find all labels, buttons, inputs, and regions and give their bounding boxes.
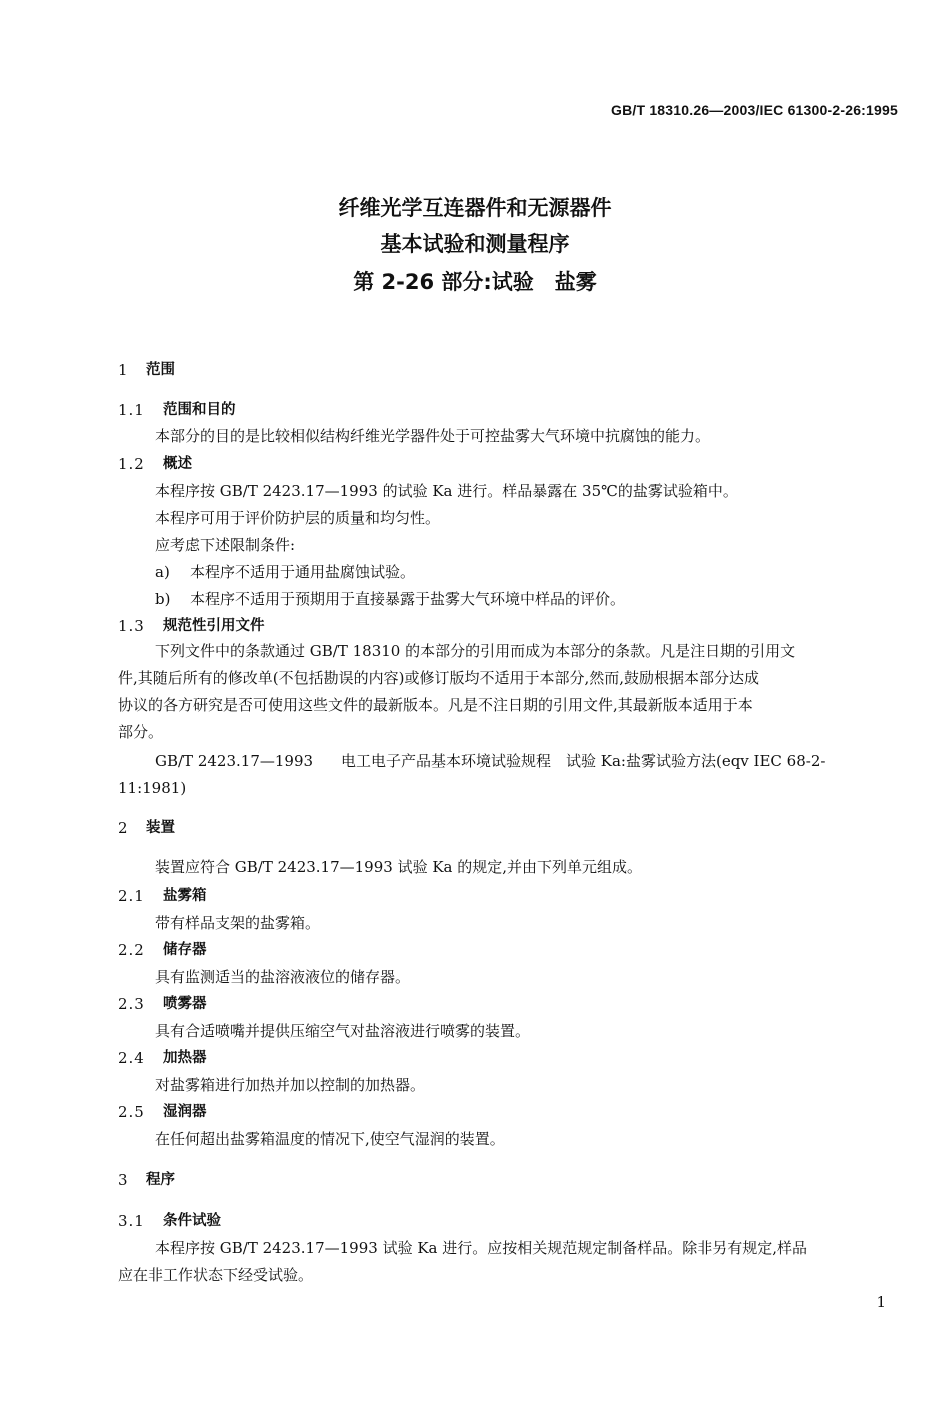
paragraph: 本程序按 GB/T 2423.17—1993 的试验 Ka 进行。样品暴露在 35℃的盐雾试验箱中。 <box>155 482 738 500</box>
clause-number: 2.3 <box>118 995 145 1013</box>
paragraph: 协议的各方研究是否可使用这些文件的最新版本。凡是不注日期的引用文件,其最新版本适用于本 <box>118 696 753 714</box>
section-title: 范围 <box>146 362 175 378</box>
list-text: 本程序不适用于预期用于直接暴露于盐雾大气环境中样品的评价。 <box>190 590 626 608</box>
paragraph: 装置应符合 GB/T 2423.17—1993 试验 Ka 的规定,并由下列单元组成。 <box>155 858 643 876</box>
reference-title: 电工电子产品基本环境试验规程 试验 Ka:盐雾试验方法(eqv IEC 68-2- <box>341 752 826 770</box>
paragraph: 本部分的目的是比较相似结构纤维光学器件处于可控盐雾大气环境中抗腐蚀的能力。 <box>155 427 711 445</box>
clause-title: 条件试验 <box>163 1213 221 1229</box>
paragraph: 本程序可用于评价防护层的质量和均匀性。 <box>155 509 441 527</box>
paragraph: 在任何超出盐雾箱温度的情况下,使空气湿润的装置。 <box>155 1130 505 1148</box>
clause-title: 储存器 <box>163 942 207 958</box>
paragraph: 件,其随后所有的修改单(不包括勘误的内容)或修订版均不适用于本部分,然而,鼓励根据本部分达成 <box>118 669 760 687</box>
clause-number: 3.1 <box>118 1212 145 1230</box>
section-number: 2 <box>118 819 129 837</box>
clause-title: 盐雾箱 <box>163 888 207 904</box>
section-number: 1 <box>118 361 129 379</box>
reference-continuation: 11:1981) <box>118 779 187 797</box>
title-line-3: 第 2-26 部分:试验 盐雾 <box>353 270 597 294</box>
clause-title: 概述 <box>163 456 192 472</box>
paragraph: 对盐雾箱进行加热并加以控制的加热器。 <box>155 1076 426 1094</box>
paragraph: 应在非工作状态下经受试验。 <box>118 1266 314 1284</box>
paragraph: 具有合适喷嘴并提供压缩空气对盐溶液进行喷雾的装置。 <box>155 1022 531 1040</box>
clause-number: 2.4 <box>118 1049 145 1067</box>
clause-number: 2.1 <box>118 887 145 905</box>
paragraph: 本程序按 GB/T 2423.17—1993 试验 Ka 进行。应按相关规范规定制备样品。除非另有规定,样品 <box>155 1239 808 1257</box>
clause-title: 规范性引用文件 <box>163 618 265 634</box>
clause-title: 加热器 <box>163 1050 207 1066</box>
paragraph: 具有监测适当的盐溶液液位的储存器。 <box>155 968 411 986</box>
clause-number: 1.3 <box>118 617 145 635</box>
section-title: 装置 <box>146 820 175 836</box>
list-label: a) <box>155 563 170 581</box>
title-line-2: 基本试验和测量程序 <box>380 232 570 256</box>
paragraph: 部分。 <box>118 723 164 741</box>
paragraph: 带有样品支架的盐雾箱。 <box>155 914 321 932</box>
clause-number: 2.5 <box>118 1103 145 1121</box>
list-label: b) <box>155 590 171 608</box>
paragraph: 应考虑下述限制条件: <box>155 536 296 554</box>
clause-number: 2.2 <box>118 941 145 959</box>
reference-code: GB/T 2423.17—1993 <box>155 752 314 770</box>
paragraph: 下列文件中的条款通过 GB/T 18310 的本部分的引用而成为本部分的条款。凡是注日期的引用文 <box>155 642 796 660</box>
standard-code: GB/T 18310.26—2003/IEC 61300-2-26:1995 <box>610 102 898 118</box>
title-line-1: 纤维光学互连器件和无源器件 <box>338 196 612 220</box>
clause-title: 喷雾器 <box>163 996 207 1012</box>
clause-number: 1.1 <box>118 401 145 419</box>
list-text: 本程序不适用于通用盐腐蚀试验。 <box>190 563 416 581</box>
section-title: 程序 <box>146 1172 175 1188</box>
clause-number: 1.2 <box>118 455 145 473</box>
page-number: 1 <box>876 1293 886 1311</box>
section-number: 3 <box>118 1171 129 1189</box>
clause-title: 湿润器 <box>163 1104 207 1120</box>
clause-title: 范围和目的 <box>163 402 236 418</box>
